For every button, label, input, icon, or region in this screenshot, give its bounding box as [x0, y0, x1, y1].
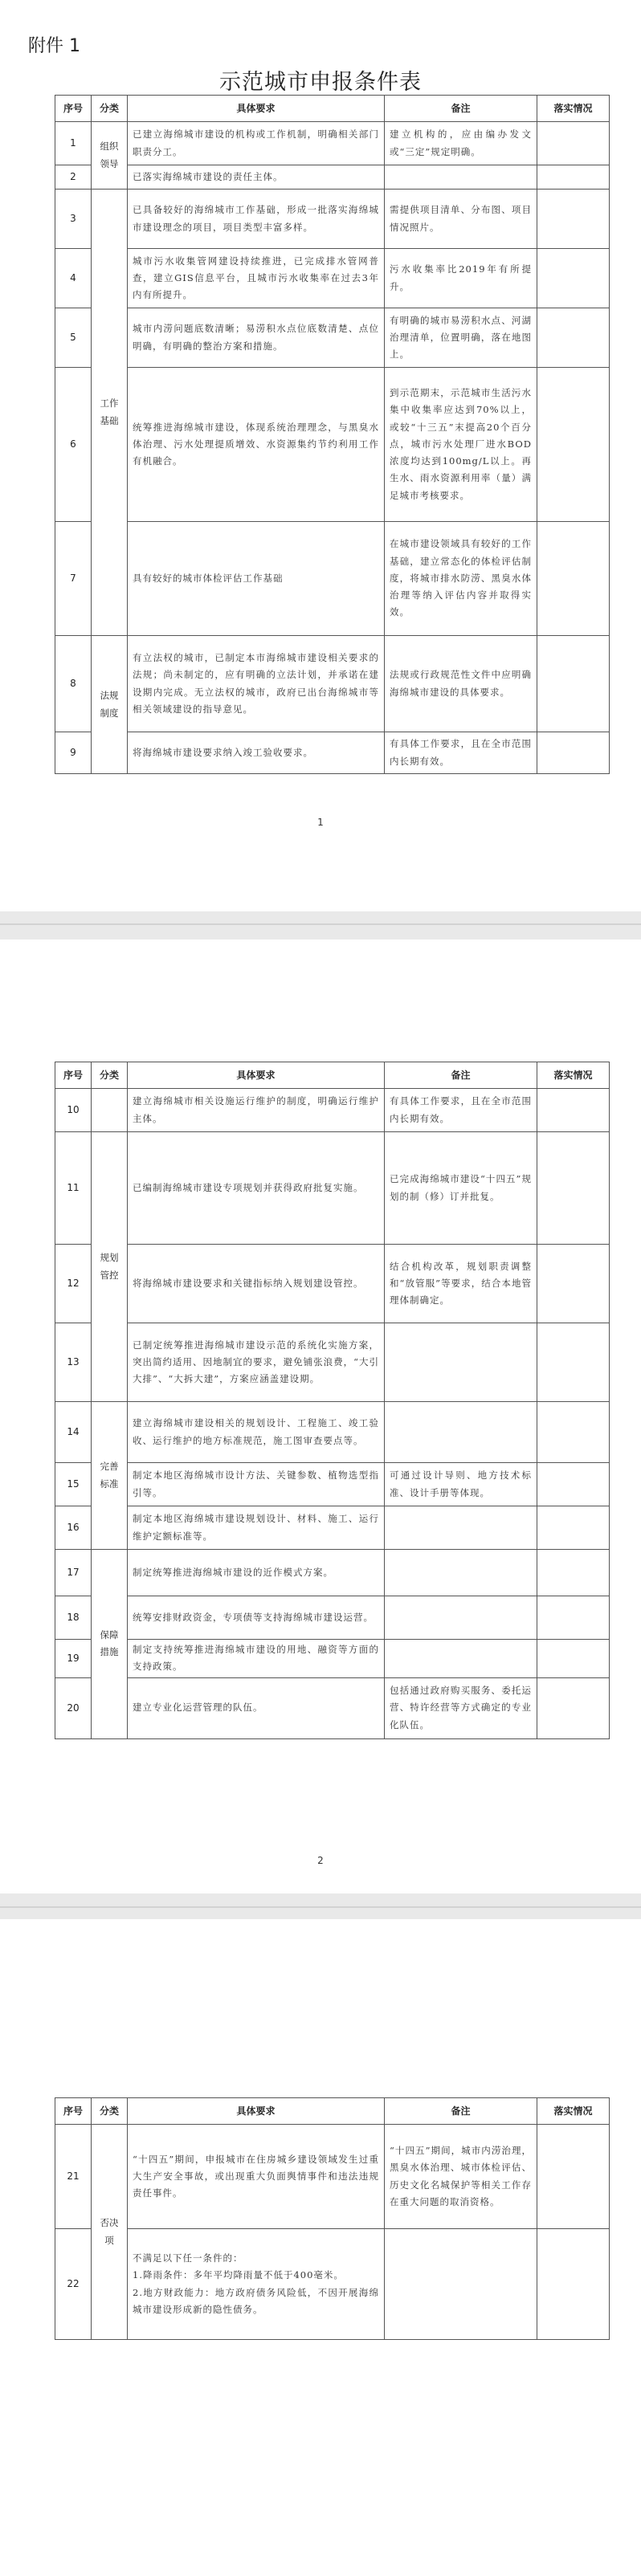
requirements-table-page-2 [55, 1062, 610, 1739]
page-divider [0, 923, 641, 925]
page-number: 2 [317, 1855, 324, 1866]
status-cell[interactable] [537, 1677, 610, 1738]
status-cell[interactable] [537, 1463, 610, 1506]
status-cell[interactable] [537, 249, 610, 308]
requirements-table-page-1 [55, 95, 610, 774]
table-row [55, 368, 610, 522]
header-category: 分类 [92, 96, 128, 122]
header-requirement: 具体要求 [128, 2098, 385, 2125]
note-cell [385, 1402, 537, 1463]
category-cell: 组织领导 [92, 122, 128, 190]
requirement-cell: 统筹安排财政资金，专项债等支持海绵城市建设运营。 [128, 1596, 385, 1640]
table-row [55, 1550, 610, 1596]
requirement-cell: 已编制海绵城市建设专项规划并获得政府批复实施。 [128, 1132, 385, 1245]
status-cell[interactable] [537, 1089, 610, 1132]
status-cell[interactable] [537, 308, 610, 368]
note-cell: 有具体工作要求，且在全市范围内长期有效。 [385, 732, 537, 774]
note-cell: 在城市建设领域具有较好的工作基础，建立常态化的体检评估制度，将城市排水防涝、黑臭水体治理等纳入评估内容并取得实效。 [385, 522, 537, 636]
requirement-cell: “十四五”期间，申报城市在住房城乡建设领域发生过重大生产安全事故，或出现重大负面舆情事件和违法违规责任事件。 [128, 2125, 385, 2229]
header-category: 分类 [92, 2098, 128, 2125]
requirement-cell: 制定统筹推进海绵城市建设的近作模式方案。 [128, 1550, 385, 1596]
category-cell: 规划管控 [92, 1132, 128, 1402]
requirement-cell: 已具备较好的海绵城市工作基础，形成一批落实海绵城市建设理念的项目，项目类型丰富多样。 [128, 190, 385, 249]
requirement-cell: 已落实海绵城市建设的责任主体。 [128, 165, 385, 190]
note-cell: 已完成海绵城市建设“十四五”规划的制（修）订并批复。 [385, 1132, 537, 1245]
row-number: 3 [55, 190, 92, 249]
row-number: 22 [55, 2229, 92, 2340]
table-row [55, 1463, 610, 1506]
row-number: 11 [55, 1132, 92, 1245]
note-cell [385, 1550, 537, 1596]
row-number: 7 [55, 522, 92, 636]
table-row [55, 1323, 610, 1402]
note-cell: “十四五”期间，城市内涝治理，黑臭水体治理、城市体检评估、历史文化名城保护等相关工作存在重大问题的取消资格。 [385, 2125, 537, 2229]
note-cell: 污水收集率比2019年有所提升。 [385, 249, 537, 308]
table-row [55, 2125, 610, 2229]
category-cell: 否决项 [92, 2125, 128, 2340]
requirement-cell: 具有较好的城市体检评估工作基础 [128, 522, 385, 636]
status-cell[interactable] [537, 732, 610, 774]
header-seq: 序号 [55, 96, 92, 122]
status-cell[interactable] [537, 1596, 610, 1640]
row-number: 4 [55, 249, 92, 308]
requirement-cell: 制定支持统筹推进海绵城市建设的用地、融资等方面的支持政策。 [128, 1640, 385, 1678]
status-cell[interactable] [537, 2125, 610, 2229]
table-row [55, 249, 610, 308]
status-cell[interactable] [537, 1550, 610, 1596]
requirements-table-page-3 [55, 2097, 610, 2340]
category-cell: 法规制度 [92, 636, 128, 774]
note-cell [385, 165, 537, 190]
note-cell [385, 1596, 537, 1640]
status-cell[interactable] [537, 2229, 610, 2340]
header-requirement: 具体要求 [128, 1062, 385, 1089]
document-page-2 [0, 940, 641, 1893]
note-cell: 结合机构改革，规划职责调整和“放管服”等要求，结合本地管理体制确定。 [385, 1245, 537, 1323]
note-cell: 法规或行政规范性文件中应明确海绵城市建设的具体要求。 [385, 636, 537, 732]
header-status: 落实情况 [537, 2098, 610, 2125]
note-cell: 建立机构的，应由编办发文或“三定”规定明确。 [385, 122, 537, 165]
row-number: 10 [55, 1089, 92, 1132]
document-page-1 [0, 0, 641, 911]
note-cell: 有明确的城市易涝积水点、河湖治理清单，位置明确，落在地图上。 [385, 308, 537, 368]
row-number: 16 [55, 1506, 92, 1550]
row-number: 13 [55, 1323, 92, 1402]
table-row [55, 1245, 610, 1323]
category-cell: 完善标准 [92, 1402, 128, 1550]
status-cell[interactable] [537, 636, 610, 732]
row-number: 20 [55, 1677, 92, 1738]
row-number: 14 [55, 1402, 92, 1463]
category-cell: 工作基础 [92, 190, 128, 636]
status-cell[interactable] [537, 1323, 610, 1402]
table-row [55, 1402, 610, 1463]
document-page-3 [0, 1919, 641, 2576]
requirement-cell: 将海绵城市建设要求纳入竣工验收要求。 [128, 732, 385, 774]
note-cell: 需提供项目清单、分布图、项目情况照片。 [385, 190, 537, 249]
requirement-cell: 制定本地区海绵城市设计方法、关键参数、植物选型指引等。 [128, 1463, 385, 1506]
requirement-cell: 已建立海绵城市建设的机构或工作机制，明确相关部门职责分工。 [128, 122, 385, 165]
header-note: 备注 [385, 2098, 537, 2125]
row-number: 21 [55, 2125, 92, 2229]
requirement-cell: 有立法权的城市，已制定本市海绵城市建设相关要求的法规；尚未制定的，应有明确的立法计划，并承诺在建设期内完成。无立法权的城市，政府已出台海绵城市等相关领域建设的指导意见。 [128, 636, 385, 732]
row-number: 1 [55, 122, 92, 165]
requirement-cell: 城市内涝问题底数清晰；易涝积水点位底数清楚、点位明确，有明确的整治方案和措施。 [128, 308, 385, 368]
status-cell[interactable] [537, 522, 610, 636]
table-row [55, 1640, 610, 1678]
requirement-cell: 建立专业化运营管理的队伍。 [128, 1677, 385, 1738]
attachment-label: 附件 1 [28, 36, 80, 56]
header-seq: 序号 [55, 1062, 92, 1089]
header-seq: 序号 [55, 2098, 92, 2125]
status-cell[interactable] [537, 190, 610, 249]
table-row [55, 1132, 610, 1245]
table-row [55, 1506, 610, 1550]
table-row [55, 636, 610, 732]
category-cell: 保障措施 [92, 1550, 128, 1739]
page-number: 1 [317, 817, 324, 828]
note-cell [385, 1323, 537, 1402]
status-cell[interactable] [537, 368, 610, 522]
row-number: 15 [55, 1463, 92, 1506]
table-row [55, 732, 610, 774]
header-note: 备注 [385, 1062, 537, 1089]
table-header-row [55, 1062, 610, 1089]
row-number: 19 [55, 1640, 92, 1678]
row-number: 9 [55, 732, 92, 774]
document-title: 示范城市申报条件表 [219, 70, 422, 95]
table-row [55, 122, 610, 165]
note-cell [385, 2229, 537, 2340]
table-row [55, 308, 610, 368]
table-header-row [55, 96, 610, 122]
status-cell[interactable] [537, 1506, 610, 1550]
header-category: 分类 [92, 1062, 128, 1089]
table-header-row [55, 2098, 610, 2125]
status-cell[interactable] [537, 1132, 610, 1245]
table-row [55, 190, 610, 249]
requirement-cell: 已制定统筹推进海绵城市建设示范的系统化实施方案，突出简约适用、因地制宜的要求，避免铺张浪费，“大引大排”、“大拆大建”，方案应涵盖建设期。 [128, 1323, 385, 1402]
category-cell [92, 1089, 128, 1132]
page-divider [0, 1906, 641, 1908]
row-number: 6 [55, 368, 92, 522]
requirement-cell: 建立海绵城市建设相关的规划设计、工程施工、竣工验收、运行维护的地方标准规范，施工图审查要点等。 [128, 1402, 385, 1463]
note-cell: 包括通过政府购买服务、委托运营、特许经营等方式确定的专业化队伍。 [385, 1677, 537, 1738]
requirement-cell: 城市污水收集管网建设持续推进，已完成排水管网普查，建立GIS信息平台，且城市污水收集率在过去3年内有所提升。 [128, 249, 385, 308]
table-row [55, 2229, 610, 2340]
row-number: 8 [55, 636, 92, 732]
table-row [55, 1596, 610, 1640]
requirement-cell: 制定本地区海绵城市建设规划设计、材料、施工、运行维护定额标准等。 [128, 1506, 385, 1550]
header-status: 落实情况 [537, 1062, 610, 1089]
status-cell[interactable] [537, 1402, 610, 1463]
requirement-cell: 建立海绵城市相关设施运行维护的制度，明确运行维护主体。 [128, 1089, 385, 1132]
requirement-cell: 将海绵城市建设要求和关键指标纳入规划建设管控。 [128, 1245, 385, 1323]
header-requirement: 具体要求 [128, 96, 385, 122]
table-row [55, 1089, 610, 1132]
row-number: 2 [55, 165, 92, 190]
row-number: 17 [55, 1550, 92, 1596]
status-cell[interactable] [537, 1245, 610, 1323]
header-note: 备注 [385, 96, 537, 122]
note-cell: 可通过设计导则、地方技术标准、设计手册等体现。 [385, 1463, 537, 1506]
table-row [55, 1677, 610, 1738]
row-number: 18 [55, 1596, 92, 1640]
note-cell: 有具体工作要求，且在全市范围内长期有效。 [385, 1089, 537, 1132]
table-row [55, 522, 610, 636]
status-cell[interactable] [537, 122, 610, 165]
note-cell [385, 1506, 537, 1550]
status-cell[interactable] [537, 1640, 610, 1678]
row-number: 12 [55, 1245, 92, 1323]
requirement-cell: 统筹推进海绵城市建设，体现系统治理理念，与黑臭水体治理、污水处理提质增效、水资源集约节约利用工作有机融合。 [128, 368, 385, 522]
status-cell[interactable] [537, 165, 610, 190]
note-cell: 到示范期末，示范城市生活污水集中收集率应达到70%以上，或较“十三五”末提高20个百分点，城市污水处理厂进水BOD浓度均达到100mg/L以上。再生水、雨水资源利用率（量）满足城市考核要求。 [385, 368, 537, 522]
requirement-cell: 不满足以下任一条件的： 1.降雨条件：多年平均降雨量不低于400毫米。 2.地方财政能力：地方政府债务风险低，不因开展海绵城市建设形成新的隐性债务。 [128, 2229, 385, 2340]
header-status: 落实情况 [537, 96, 610, 122]
note-cell [385, 1640, 537, 1678]
row-number: 5 [55, 308, 92, 368]
table-row [55, 165, 610, 190]
